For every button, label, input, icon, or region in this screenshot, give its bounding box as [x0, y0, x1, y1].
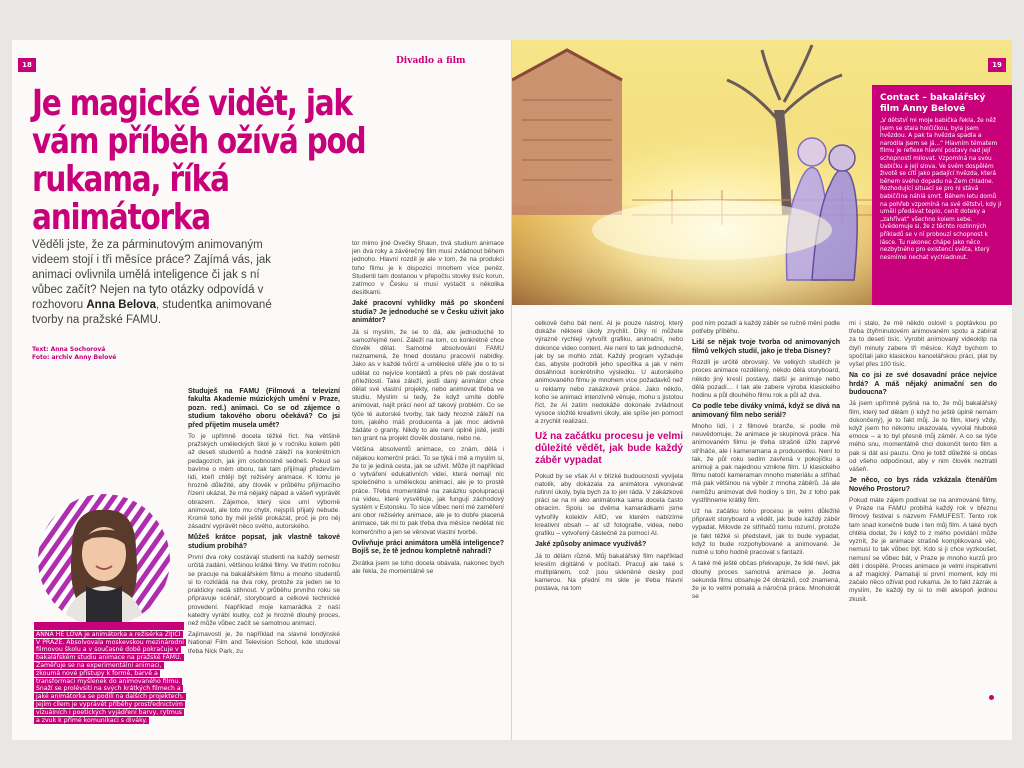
- interview-question: Studuješ na FAMU (Filmová a televizní fakulta Akademie múzických umění v Praze, pozn. red.) animaci. Co se od zájemce o studium takového oboru očekává? Co jsi před přijetím musela umět?: [188, 388, 340, 429]
- left-column-2: [352, 240, 504, 740]
- interview-answer: Většina absolventů animace, co znám, dělá i nějakou komerční práci. To se týká i mě a myslím si, že to je jediná cesta, jak se uživit. Může jít například o vytváření edukativních videí, která nemají nic společného s uměleckou animací, ale je to prostě práce. Třeba momentálně na zakázku spolupracuji na videu, které vysvětluje, jak fungují záchodový systém v Estonsku. To sice vůbec není mé zaměření ani obor režisérky animace, ale je to dobře placená animace, tak mi to pak třeba dva měsíce nedělat nic komerčního a jen se věnovat vlastní tvorbě.: [352, 446, 504, 536]
- article-lead: [32, 238, 282, 328]
- lead-text-2: , studentka animované tvorby na pražské FAMU.: [32, 299, 272, 326]
- sidebar-title: Contact – bakalářský film Anny Belové: [880, 93, 986, 114]
- right-column-2: [692, 320, 840, 740]
- lead-text-1: Věděli jste, že za párminutovým animovaným videem stojí i tři měsíce práce? Zajímá vás, jak animaci ovlivnila umělá inteligence či jak s ní vůbec začít? Nejen na tyto otázky odpovídá v rozhovoru: [32, 239, 272, 311]
- article-end-mark: [989, 695, 994, 700]
- interview-answer: Už na začátku toho procesu je velmi důležité připravit storyboard a vědět, jak bude každý záběr vypadat. Milovde ze stříhačů tomu rozumí, protože je fakt těžké si představit, jak to bude vypadat, když to bude rozpohybované a animované. Je nutné u toho hodně pracovat s fantazií.: [692, 508, 840, 557]
- interview-answer: Já si myslím, že se to dá, ale jednoduché to samozřejmě není. Záleží na tom, co konkrétně chce člověk dělat. Samotné absolvování FAMU neznamená, že hned dostanu pracovní nabídky. Jako as v každé tvůrčí a umělecké sféře jde o to si udělat co nejvíce kontaktů a přes ně pak dostávat příležitosti. Také záleží, jestli daný animátor chce dělat své vlastní projekty, nebo animovat třeba ve studiu. Myslím si tedy, že když umíte dobře animovat, najít práci není až takový problém. Co se týče té autorské tvorby, tak tady hrozně záleží na tom, jakého máš producenta a jak moc aktivně žádáte o granty. Nikdy to ale není úplně jisté, jestli ten grant na projekt člověk dostane, nebo ne.: [352, 328, 504, 443]
- interview-answer: Zkrátka jsem se toho docela obávala, nakonec bych ale řekla, že momentálně se: [352, 559, 504, 575]
- left-column-1: [188, 385, 340, 740]
- page-number-left: 18: [18, 58, 36, 72]
- author-caption: [34, 622, 184, 724]
- right-column-1: [535, 320, 683, 740]
- interview-question: Je něco, co bys ráda vzkázala čtenářům Nového Prostoru?: [849, 477, 997, 493]
- pull-quote: Už na začátku procesu je velmi důležité vědět, jak bude každý záběr vypadat: [535, 430, 683, 466]
- article-credits: [32, 346, 182, 362]
- film-sidebar: [872, 85, 1012, 305]
- left-page: [12, 40, 512, 740]
- section-label: Divadlo a film: [396, 56, 466, 66]
- interview-answer: A také mě ještě občas překvapuje, že lidé neví, jak dlouhý proces samotná animace je. Jedna sekunda filmu obsahuje 24 obrázků, což znamená, že je to velmi pomalá a náročná práce. Mnohokrát se: [692, 560, 840, 601]
- interview-answer: Já jsem upřímně pyšná na to, že můj bakalářský film, který teď dělám (i když ho ještě úplně nemám dokončený), je to fakt můj. Je to film, který vždy, když jsem ho někomu ukazovala, vyvolal hluboké emoce – a to byl přesně můj záměr. A co se týče mého snu, momentálně chci dokončit tento film a pak si dát asi pauzu. Ono je totiž důležité si občas od všeho odpočinout, aby v nim člověk neztratil vášeň.: [849, 400, 997, 474]
- interview-answer: celkově čeho bát není. AI je pouze nástroj, který dokáže některé úkoly zrychlit. Díky ní můžete výrazně rychleji vytvořit grafiku, animační, nebo dokonce video content. Ale není to tak jednoduché, jak by se mohlo zdát. Každý program vyžaduje čas, abyste podrobili jeho specifika a jak v ném dosáhnout konkrétního výsledku. U autorského animovaného filmu je mnohem více požadavků než u reklamy nebo zakázkové práce. Jako někdo, koho se animaci intenzivně věnuje, mohu s jistotou říct, že AI zatím nedokáže dokonale zvládnout vysoce složité kreativní úkoly, ale spíše jen pomoct a zrychlit realizaci.: [535, 320, 683, 426]
- interview-question: Ovlivňuje práci animátora umělá inteligence? Bojíš se, že tě jednou kompletně nahradí?: [352, 539, 504, 556]
- article-headline: Je magické vidět, jak vám příběh ožívá pod rukama, říká animátorka: [32, 83, 366, 238]
- credit-text: Text: Anna Sochorová: [32, 346, 106, 353]
- interview-answer: tor mimo jiné Ovečky Shaun, trvá studium animace jen dva roky a závěrečný film musí zvládnout během jednoho. Hlavní rozdíl je ale v tom, že na produkci toho filmu je k dispozici mnohem více peněz. Studenti tam dostanou v přepočtu stovky tisíc korun, zatímco v Česku si musí vystačit s několika desítkami.: [352, 240, 504, 297]
- interview-answer: Mnoho lidí, i z filmové branže, si podle mě neuvědomuje, že animace je skupinová práce. Na animovaném filmu je třeba strašně úžlo zaprvé stříháče, ale i kameramana a producentku. Není to tak, že půl roku sedím zavřená v pokojíčku a animuji a pak najednou vznikne film. U klasického filmu natočí kameraman mnoho materiálu a stříhač má pak většinou na výběr z mnoha záběrů. Já ale nemůžu animovat dvě hodiny s tím, že z toho pak vystřihneme krátký film.: [692, 423, 840, 504]
- lead-name: Anna Belova: [86, 299, 157, 311]
- page-number-right: 19: [988, 58, 1006, 72]
- interview-answer: Já to dělám různě. Můj bakalářský film například kreslím digitálně v počítači. Pracuji ale také s multiplánem, což jsou skleněné desky pod kamerou. Na přední mi skle je třeba hlavní postava, na tom: [535, 552, 683, 593]
- right-column-3: [849, 320, 997, 740]
- interview-answer: To je upřímně docela těžké říct. Na většině pražských uměleckých škol je v ročníku kolem pěti až deseti studentů a hodně záleží na konkrétních pedagozích, jak jim osobnostně sedneš. Pokud se bavíme o mém oboru, tak tam přijímají především lidi, kteří chtějí být režiséry animace. K tomu je hrozně důležité, aby člověk v průběhu přijímacího řízení ukázal, že má nějaký nápad a vášeň vyprávět obrazem. Zájemce, který sice umí výborně animovat, ale toto mu chybí, nejspíš přijatý nebude. Kromě toho by měl ještě prokázat, proč je pro něj zásadní vyprávět něco svého, autorského.: [188, 433, 340, 531]
- interview-answer: Rozdíl je určitě obrovský. Ve velkých studiích je proces animace rozdělený, někdo dělá storyboard, někdo jiný kreslí postavy, další je animuje nebo dělá pozadí… I tak ale zabere výroba klasického hodinu a půl dlouhého filmu rok a půl až dva.: [692, 359, 840, 400]
- interview-question: Na co jsi ze své dosavadní práce nejvíce hrdá? A máš nějaký animační sen do budoucna?: [849, 372, 997, 397]
- interview-answer: pod ním pozadí a každý záběr se ručně mění podle potřeby příběhu.: [692, 320, 840, 336]
- interview-answer: Zajímavostí je, že například na slavné londýnské National Film and Television School, kde studoval třeba Nick Park, zu: [188, 631, 340, 655]
- interview-question: Jaké způsoby animace využíváš?: [535, 541, 647, 549]
- credit-photo: Foto: archiv Anny Belové: [32, 354, 117, 361]
- interview-question: Co podle tebe diváky vnímá, když se dívá na animovaný film nebo seriál?: [692, 403, 840, 419]
- caption-text: ANNA HE LOVA je animátorka a režisérka ZIJÍCÍ V PRAZE. Absolvovala moskevskou mezinárodní filmovou školu a v současné době pokračuje v bakalářském studiu animace na pražské FAMU. Zaměřuje se na experimentální animaci, zkoumá nové přístupy k formě, barvě a transformaci myšlenek do animovaného filmu. Snaží se prolévsiti na svých krátkých filmech a jaké animátorka se podílí na dalších projektech. Jejím cílem je vyprávět příběhy prostřednictvím vizuálních i poetických vyjádření barvy, rytmus a zvuk k přímé komunikaci s diváky.: [36, 630, 184, 724]
- portrait-photo: [32, 488, 177, 628]
- interview-answer: První dva roky costávají studenti na každý semestr určitá zadání, většinou krátké filmy. Ve třetím ročníku se pracuje na bakalářském filmu a mnoho studentů si to rozkládá na dva roky, protože za jeden se to prakticky nedá stihnout. V průběhu prvního roku se připravuje scénář, storyboard a celkové technické provedení. Například moje kamarádka z naší katedry vyrábí loutky, což je hrozně dlouhý proces, než může vůbec začít se samotnou animací.: [188, 554, 340, 627]
- interview-answer: Pokud máte zájem podívat se na animované filmy, v Praze na FAMU probíhá každý rok v březnu filmový festival s názvem FAMUFEST. Tento rok tam snad konečně bude i ten můj film. A také bych chtěla dodat, že i když to z mého povídání může vyznít, že je animace strašně komplikovaná věc, nemusí to tak vůbec být. Kdo si ji chce vyzkoušet, nemusí se vůbec bát, v Praze je mnoho kurzů pro děti i dospělé. Proces animace je velmi inspirativní a až magický. Pamatuji si první moment, kdy mi začalo něco ožívat pod rukama. Je to fakt zázrak a myslím, že každý by si to měl alespoň jednou zkusit.: [849, 497, 997, 603]
- sidebar-text: „V dětství mi moje babička řekla, že něž jsem se stala holčičkou, byla jsem hvězdou. A pak ta hvězda spadla a narodila jsem se já...“ Hlavním tématem filmu je reflexe hlavní postavy nad její schopností milovat. Vzpomíná na svou babičku a její slova. Ve svém dospělém životě se cítí jako padající hvězda, která během svého dopadu na Zem chladne. Rozhodující situací se pro ni stává babiččina náhlá smrt. Během letu domů na pohřeb vzpomíná na své dětství, kdy ji uměli předávat teplo, cenit doteky a „zahřívat“ všechno kolem sebe. Uvědomuje si, že z těchto rozlinných příkladů se v ní probouzí schopnost k lásce. Tu nakonec chápe jako něco nezbytného pro existenci světa, který nesmíme nechat vychladnout.: [880, 118, 1002, 261]
- interview-question: Jaké pracovní vyhlídky máš po skončení studia? Je jednoduché se v Česku uživit jako animátor?: [352, 300, 504, 325]
- right-page: [512, 40, 1012, 740]
- interview-answer: mi i stalo, že mě někdo oslovil s poptávkou po třeba čtyřminutovém animovaném spotu a zabírat za to desetí tisíc. Vyrobit animovaný videoklip na čtyři minuty zabere tři měsíce. Když bychom to spočítali jako klasickou kancelářskou práci, plat by vyšel přes 100 tisíc.: [849, 320, 997, 369]
- caption-name: ANNA BELOVA: [34, 622, 184, 630]
- interview-question: Liší se nějak tvoje tvorba od animovaných filmů velkých studií, jako je třeba Disney?: [692, 339, 840, 355]
- portrait-image: [32, 488, 177, 628]
- interview-question: Můžeš krátce popsat, jak vlastně takové studium probíhá?: [188, 534, 340, 550]
- interview-answer: Pokud by se však AI v blízké budoucnosti vyvíjela natolik, aby dokázala za animátora vykonávat rutinní úkoly, byla bych za to jen ráda. V zakázkové práci se na ní ako animátorka sama docela často obracím. Spolu se dvěma kamarádkami jsme vytvořily kolektiv AIID, ve kterém nabízíme kreativní obsah – ať už fotografie, videa, nebo grafiku – vytvořený částečně za pomocí AI.: [535, 472, 683, 538]
